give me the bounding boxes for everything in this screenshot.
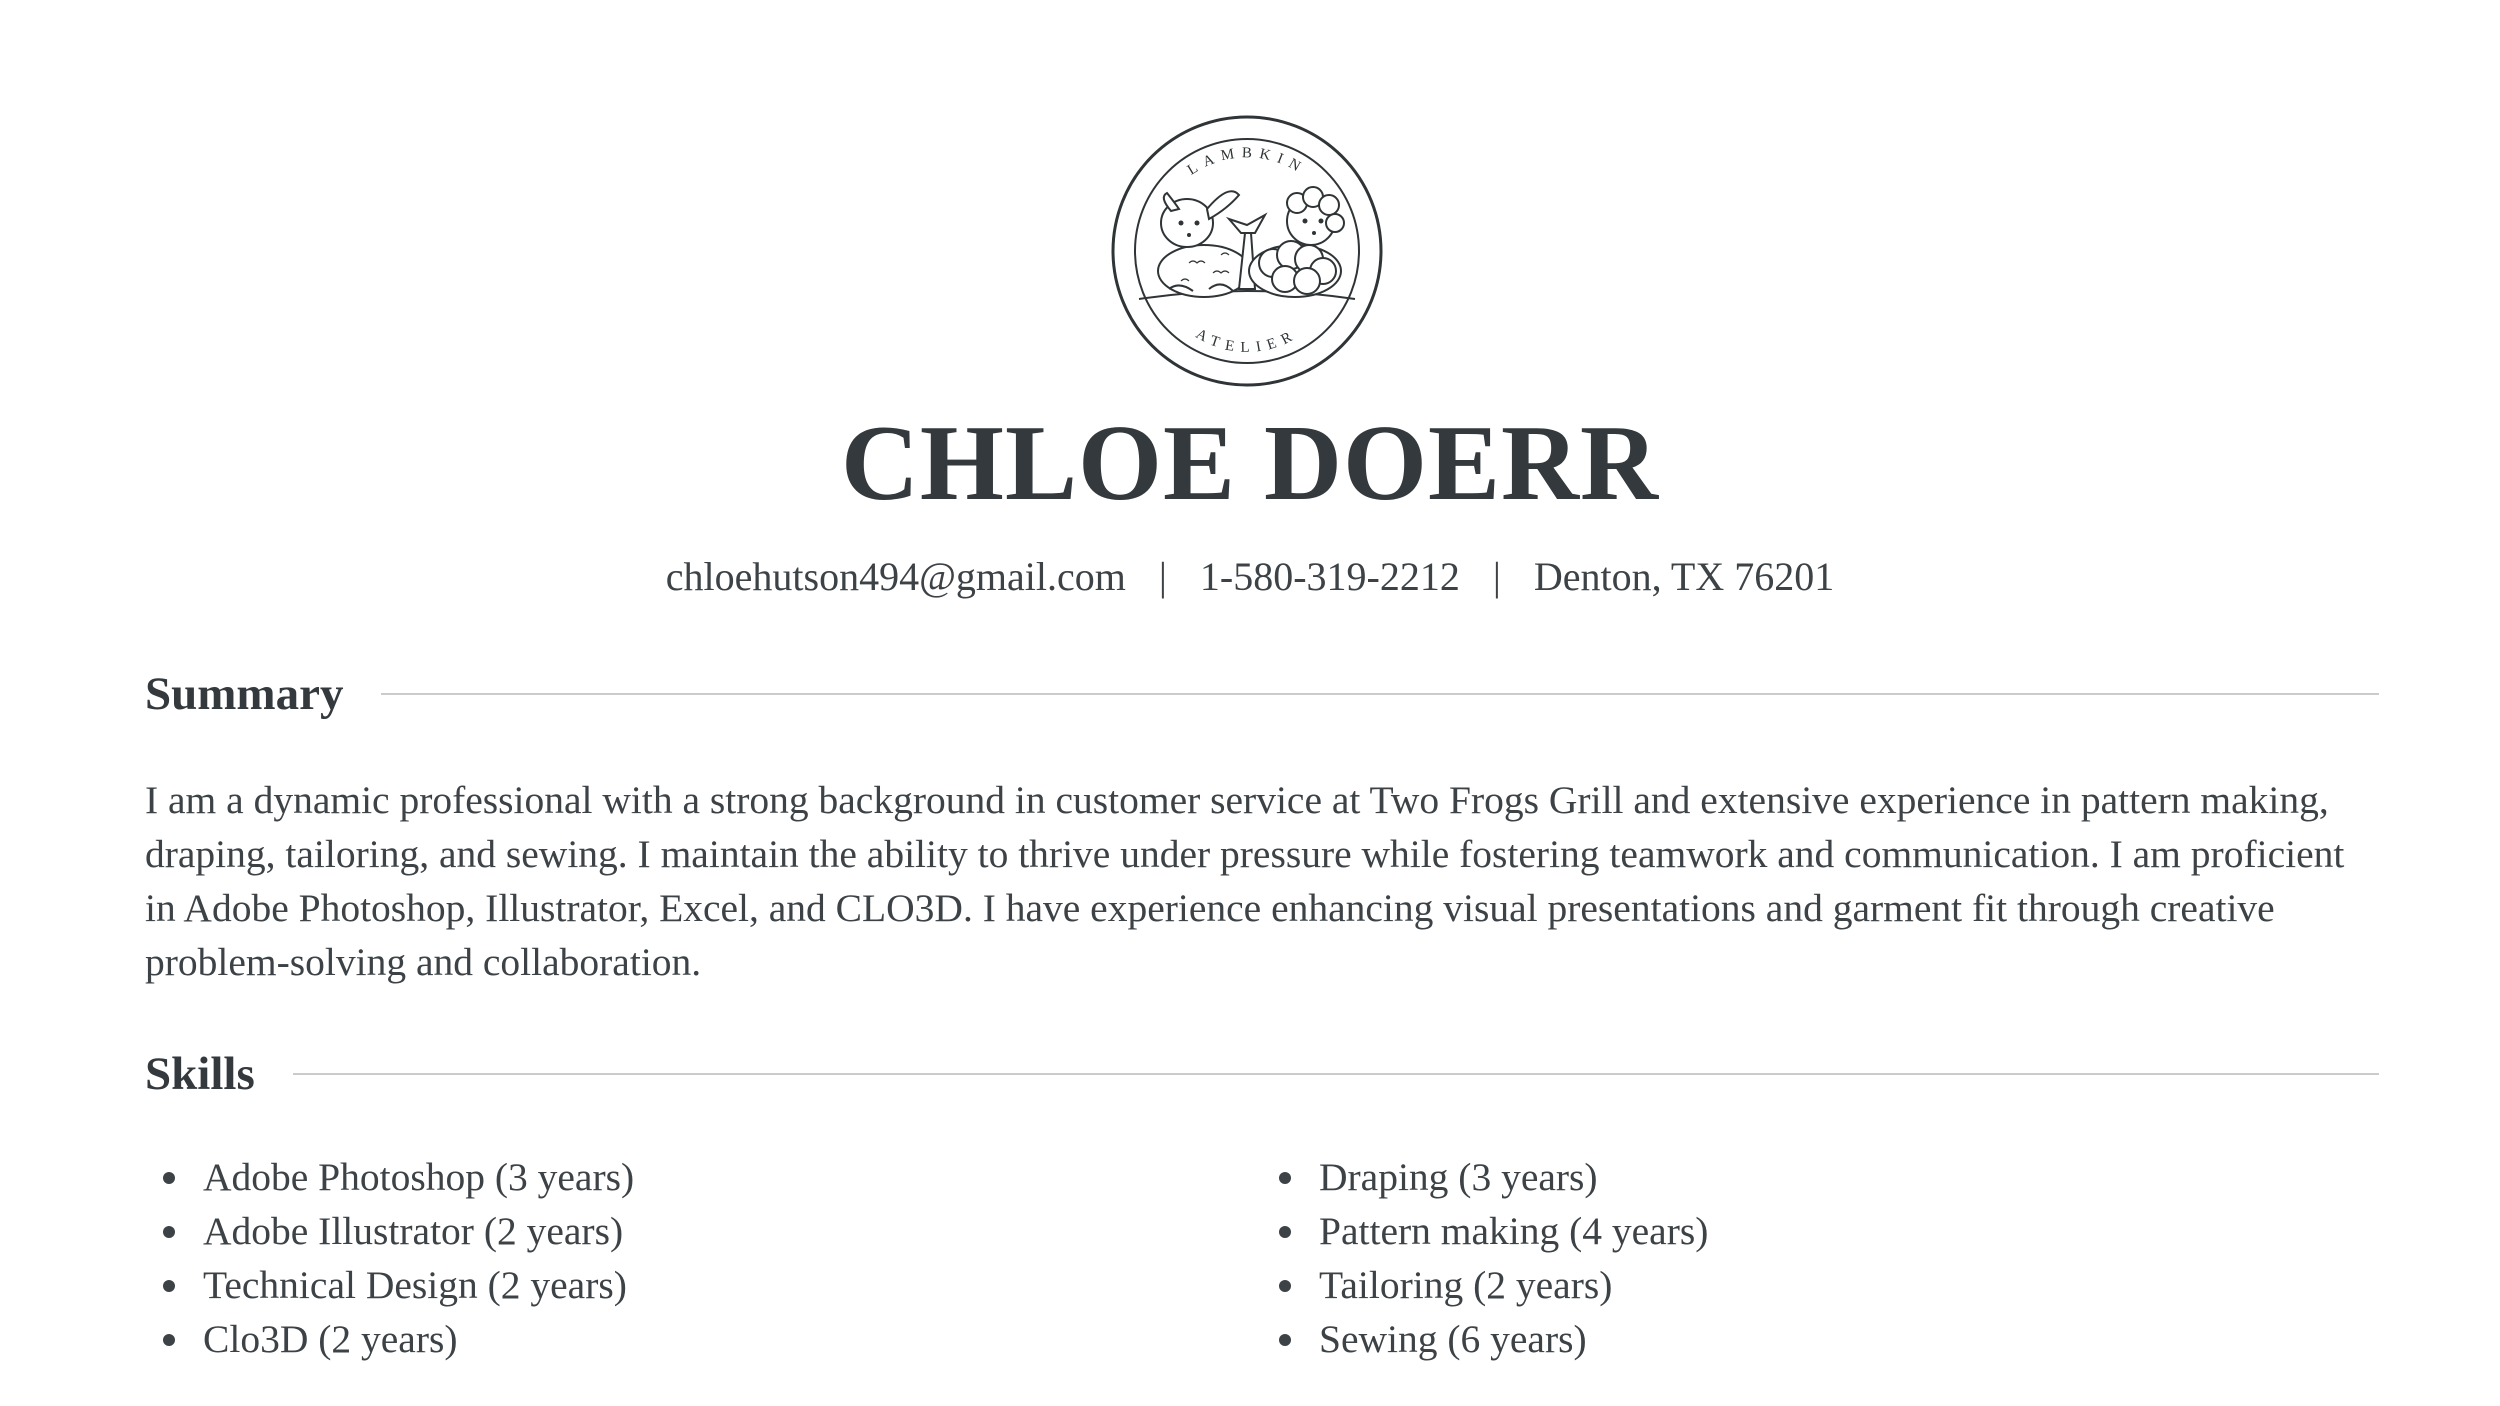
bullet-icon xyxy=(1279,1334,1291,1346)
bullet-icon xyxy=(163,1172,175,1184)
section-divider xyxy=(293,1073,2379,1075)
section-divider xyxy=(381,693,2379,695)
skill-item xyxy=(1279,1258,1708,1312)
contact-line xyxy=(0,552,2500,602)
bullet-icon xyxy=(1279,1280,1291,1292)
skill-label: Adobe Illustrator (2 years) xyxy=(203,1209,624,1253)
email-link[interactable]: chloehutson494@gmail.com xyxy=(665,554,1126,599)
skill-item xyxy=(163,1312,634,1366)
skill-item xyxy=(1279,1150,1708,1204)
bullet-icon xyxy=(1279,1172,1291,1184)
bullet-icon xyxy=(163,1280,175,1292)
lamb-emblem-icon xyxy=(1109,113,1385,389)
bullet-icon xyxy=(163,1226,175,1238)
skill-label: Clo3D (2 years) xyxy=(203,1317,458,1361)
skill-item xyxy=(1279,1204,1708,1258)
skills-list-right xyxy=(1279,1150,1708,1366)
phone-number[interactable]: 1-580-319-2212 xyxy=(1199,554,1460,599)
svg-text:ATELIER xyxy=(1193,326,1301,356)
skill-item xyxy=(163,1258,634,1312)
bullet-icon xyxy=(1279,1226,1291,1238)
skill-label: Pattern making (4 years) xyxy=(1319,1209,1709,1253)
summary-section-header xyxy=(145,666,2379,722)
contact-separator: | xyxy=(1492,554,1501,599)
location-text: Denton, TX 76201 xyxy=(1533,554,1835,599)
skill-label: Technical Design (2 years) xyxy=(203,1263,627,1307)
skills-title: Skills xyxy=(145,1048,255,1100)
skill-label: Tailoring (2 years) xyxy=(1319,1263,1613,1307)
skills-section-header xyxy=(145,1046,2379,1102)
skills-list-left xyxy=(163,1150,634,1366)
skill-item xyxy=(163,1150,634,1204)
svg-text:LAMBKIN xyxy=(1185,145,1309,178)
bullet-icon xyxy=(163,1334,175,1346)
summary-paragraph: I am a dynamic professional with a strong background in customer service at Two Frogs Grill and extensive experience in pattern making, draping, tailoring, and sewing. I maintain the ability to thrive under pressure while fostering teamwork and communication. I am proficient in Adobe Photoshop, Illustrator, Excel, and CLO3D. I have experience enhancing visual presentations and garment fit through creative problem-solving and collaboration. xyxy=(145,778,2345,984)
logo-text-bottom: ATELIER xyxy=(1192,326,1302,356)
logo-text-top: LAMBKIN xyxy=(1184,145,1310,179)
skill-label: Draping (3 years) xyxy=(1319,1155,1598,1199)
summary-title: Summary xyxy=(145,668,344,720)
skill-label: Adobe Photoshop (3 years) xyxy=(203,1155,635,1199)
skill-item xyxy=(163,1204,634,1258)
candidate-name: CHLOE DOERR xyxy=(840,404,1660,523)
skill-item xyxy=(1279,1312,1708,1366)
contact-separator: | xyxy=(1158,554,1167,599)
skill-label: Sewing (6 years) xyxy=(1319,1317,1587,1361)
